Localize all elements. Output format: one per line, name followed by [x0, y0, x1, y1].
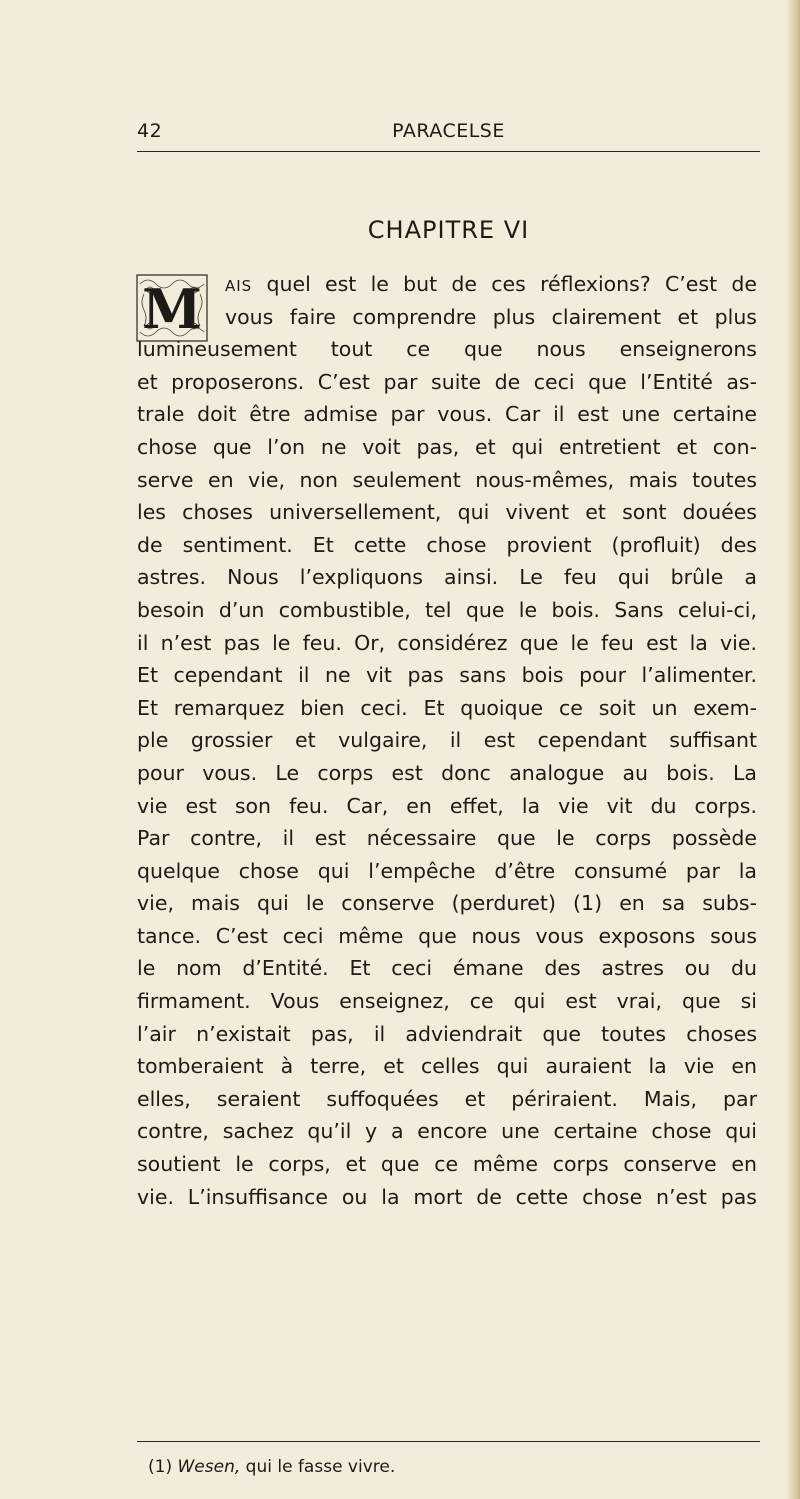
text-line: trale doit être admise par vous. Car il est une certaine [137, 402, 757, 427]
text-line: quelque chose qui l’empêche d’être consumé par la [137, 858, 757, 883]
text-line: astres. Nous l’expliquons ainsi. Le feu qui brûle a [137, 565, 757, 590]
svg-text:M: M [142, 277, 202, 341]
text-line: AIS quel est le but de ces réflexions? C’est de [225, 272, 757, 296]
text-line: chose que l’on ne voit pas, et qui entretient et con- [137, 434, 757, 459]
footnote-rule [137, 1441, 760, 1442]
text-line: le nom d’Entité. Et ceci émane des astres ou du [137, 956, 757, 981]
text-line: Et cependant il ne vit pas sans bois pour l’alimenter. [137, 663, 757, 688]
page-edge [786, 0, 800, 1499]
text-line: et proposerons. C’est par suite de ceci que l’Entité as- [137, 369, 757, 394]
page-number: 42 [137, 120, 163, 142]
footnote-text: qui le fasse vivre. [245, 1457, 396, 1477]
text-line: vie. L’insuffisance ou la mort de cette chose n’est pas [137, 1184, 757, 1209]
text-line: firmament. Vous enseignez, ce qui est vrai, que si [137, 989, 757, 1014]
text-line: Par contre, il est nécessaire que le corps possède [137, 826, 757, 851]
page-header [137, 120, 760, 146]
text-line: ple grossier et vulgaire, il est cependant suffisant [137, 728, 757, 753]
text-line: il n’est pas le feu. Or, considérez que le feu est la vie. [137, 630, 757, 655]
text-line: vous faire comprendre plus clairement et plus [225, 304, 757, 329]
text-line: tomberaient à terre, et celles qui auraient la vie en [137, 1054, 757, 1079]
text-line: vie est son feu. Car, en effet, la vie vit du corps. [137, 793, 757, 818]
text-line: elles, seraient suffoquées et périraient. Mais, par [137, 1086, 757, 1111]
chapter-title: CHAPITRE VI [367, 216, 530, 244]
text-line: pour vous. Le corps est donc analogue au bois. La [137, 760, 757, 785]
text-line: soutient le corps, et que ce même corps conserve en [137, 1152, 757, 1177]
text-line: Et remarquez bien ceci. Et quoique ce soit un exem- [137, 695, 757, 720]
text-line: lumineusement tout ce que nous enseignerons [137, 337, 757, 362]
text-line: de sentiment. Et cette chose provient (profluit) des [137, 532, 757, 557]
text-line: vie, mais qui le conserve (perduret) (1) en sa subs- [137, 891, 757, 916]
text-line: contre, sachez qu’il y a encore une certaine chose qui [137, 1119, 757, 1144]
text-line: les choses universellement, qui vivent et sont douées [137, 500, 757, 525]
footnote-term: Wesen, [177, 1457, 241, 1477]
running-title: PARACELSE [392, 120, 505, 142]
text-line: l’air n’existait pas, il adviendrait que toutes choses [137, 1021, 757, 1046]
footnote [148, 1457, 395, 1477]
header-rule [137, 151, 760, 152]
footnote-marker: (1) [148, 1457, 173, 1477]
chapter-text [137, 268, 757, 1213]
text-line: tance. C’est ceci même que nous vous exposons sous [137, 923, 757, 948]
text-line: serve en vie, non seulement nous-mêmes, mais toutes [137, 467, 757, 492]
text-line: besoin d’un combustible, tel que le bois. Sans celui-ci, [137, 597, 757, 622]
first-word-rest: AIS [225, 277, 253, 295]
